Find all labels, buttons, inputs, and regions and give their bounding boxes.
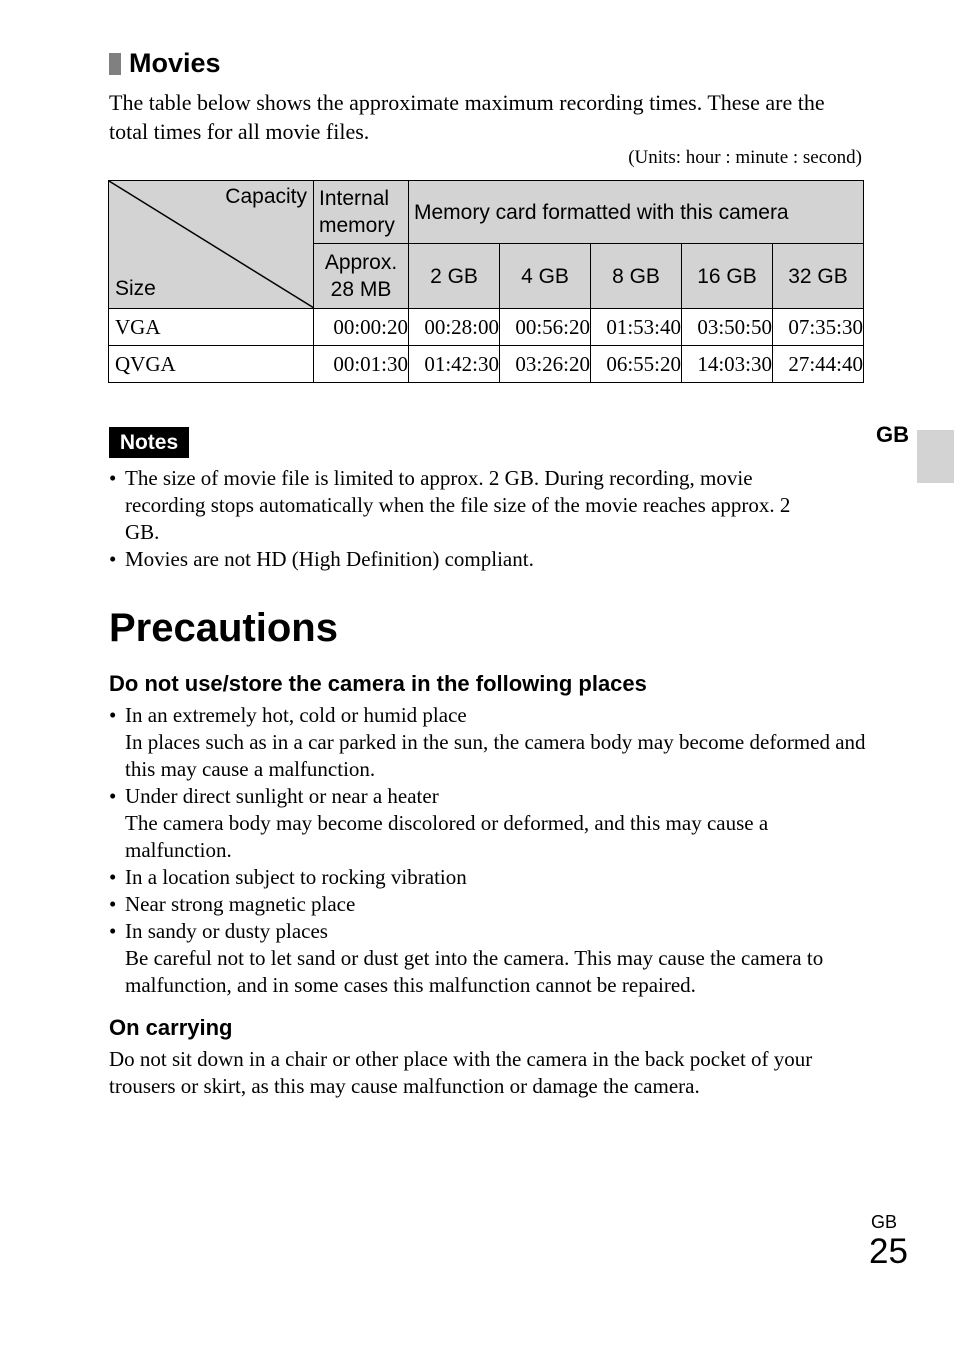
list-item-title: • In an extremely hot, cold or humid place xyxy=(125,703,467,727)
row-size-label: QVGA xyxy=(109,346,314,383)
header-capacity: 32 GB xyxy=(773,244,864,309)
header-internal-memory: Internal memory xyxy=(314,181,409,244)
notes-badge: Notes xyxy=(109,427,189,458)
list-item xyxy=(109,783,869,864)
section-marker-icon xyxy=(109,53,121,75)
list-item: • Movies are not HD (High Definition) compliant. xyxy=(109,546,829,573)
header-capacity: 2 GB xyxy=(409,244,500,309)
section-heading-movies xyxy=(109,48,221,79)
list-item-title: • In sandy or dusty places xyxy=(125,919,328,943)
list-item-detail: In places such as in a car parked in the sun, the camera body may become deformed and this may cause a malfunction. xyxy=(125,730,866,781)
list-item-detail: Be careful not to let sand or dust get into the camera. This may cause the camera to malfunction, and in some cases this malfunction cannot be repaired. xyxy=(125,946,824,997)
header-capacity: 16 GB xyxy=(682,244,773,309)
carrying-heading: On carrying xyxy=(109,1015,233,1040)
table-cell: 03:26:20 xyxy=(500,346,591,383)
table-corner-cell xyxy=(109,181,314,309)
list-item xyxy=(109,702,869,783)
corner-size-label: Size xyxy=(115,277,156,300)
list-item xyxy=(109,918,869,999)
places-list xyxy=(109,702,869,999)
list-item-title: • Near strong magnetic place xyxy=(125,892,356,916)
table-cell: 01:42:30 xyxy=(409,346,500,383)
table-cell: 03:50:50 xyxy=(682,309,773,346)
header-capacity: 4 GB xyxy=(500,244,591,309)
table-row xyxy=(109,346,864,383)
header-capacity: Approx. 28 MB xyxy=(314,244,409,309)
table-cell: 01:53:40 xyxy=(591,309,682,346)
table-cell: 14:03:30 xyxy=(682,346,773,383)
movies-intro: The table below shows the approximate maximum recording times. These are the total times for all movie files. xyxy=(109,90,825,144)
footer-language: GB xyxy=(871,1212,898,1232)
row-size-label: VGA xyxy=(109,309,314,346)
list-item xyxy=(109,864,869,891)
table-cell: 00:56:20 xyxy=(500,309,591,346)
recording-time-table xyxy=(108,180,864,383)
table-cell: 27:44:40 xyxy=(773,346,864,383)
places-heading: Do not use/store the camera in the following places xyxy=(109,671,647,696)
page-number: 25 xyxy=(869,1232,908,1271)
notes-list xyxy=(109,465,829,573)
side-tab-marker xyxy=(917,430,954,483)
page-title: Precautions xyxy=(109,606,338,650)
header-memory-card: Memory card formatted with this camera xyxy=(409,181,864,244)
carrying-text: Do not sit down in a chair or other place with the camera in the back pocket of your trousers or skirt, as this may cause malfunction or damage the camera. xyxy=(109,1047,813,1098)
table-cell: 00:00:20 xyxy=(314,309,409,346)
table-row xyxy=(109,309,864,346)
units-note: (Units: hour : minute : second) xyxy=(628,147,862,168)
section-heading-text: Movies xyxy=(129,48,221,78)
list-item-title: • In a location subject to rocking vibration xyxy=(125,865,467,889)
corner-capacity-label: Capacity xyxy=(225,185,307,208)
table-cell: 07:35:30 xyxy=(773,309,864,346)
list-item: • The size of movie file is limited to approx. 2 GB. During recording, movie recording stops automatically when the file size of the movie reaches approx. 2 GB. xyxy=(109,465,829,546)
list-item xyxy=(109,891,869,918)
table-cell: 00:28:00 xyxy=(409,309,500,346)
list-item-title: • Under direct sunlight or near a heater xyxy=(125,784,439,808)
header-capacity: 8 GB xyxy=(591,244,682,309)
table-cell: 00:01:30 xyxy=(314,346,409,383)
list-item-detail: The camera body may become discolored or deformed, and this may cause a malfunction. xyxy=(125,811,769,862)
side-tab-label: GB xyxy=(876,422,909,447)
table-cell: 06:55:20 xyxy=(591,346,682,383)
